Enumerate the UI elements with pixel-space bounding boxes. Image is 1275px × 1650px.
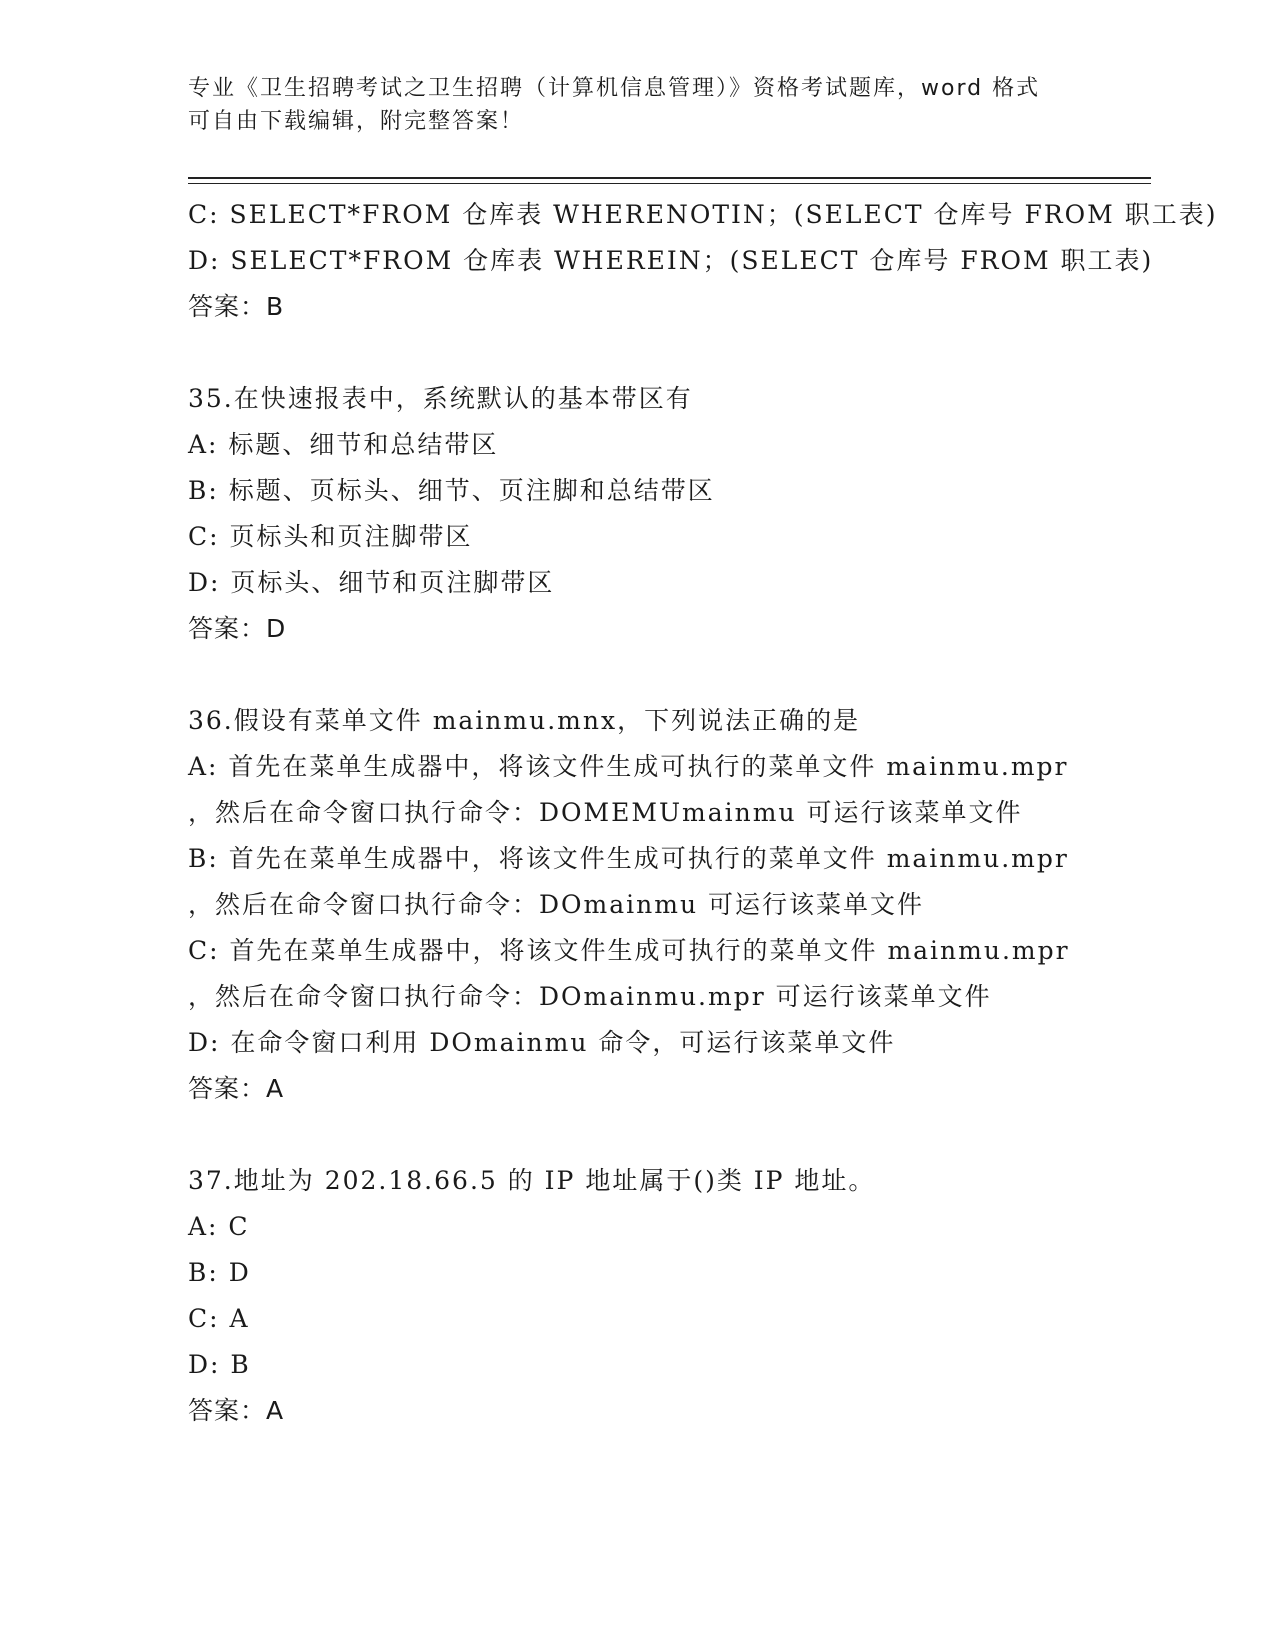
header-line-1: 专业《卫生招聘考试之卫生招聘（计算机信息管理）》资格考试题库，word 格式 <box>188 76 1041 101</box>
answer-line: 答案：D <box>188 614 287 643</box>
question-block-35 <box>188 376 1148 652</box>
question-block-37 <box>188 1158 1148 1434</box>
question-block-prev <box>188 192 1218 330</box>
option-a-line-1: A: 首先在菜单生成器中，将该文件生成可执行的菜单文件 mainmu.mpr <box>188 752 1069 781</box>
option-a: A: 标题、细节和总结带区 <box>188 430 499 459</box>
header-divider-thick <box>188 177 1151 179</box>
answer-line: 答案：A <box>188 1396 285 1425</box>
option-c: C: 页标头和页注脚带区 <box>188 522 473 551</box>
option-b: B: 标题、页标头、细节、页注脚和总结带区 <box>188 476 715 505</box>
option-c: C: A <box>188 1304 250 1333</box>
option-a: A: C <box>188 1212 250 1241</box>
question-list <box>188 192 1218 1434</box>
question-stem: 35.在快速报表中，系统默认的基本带区有 <box>188 384 693 413</box>
spacer <box>188 652 1148 698</box>
question-stem: 37.地址为 202.18.66.5 的 IP 地址属于()类 IP 地址。 <box>188 1166 876 1195</box>
option-d: D: SELECT*FROM 仓库表 WHEREIN；(SELECT 仓库号 FROM 职工表) <box>188 246 1154 275</box>
header-line-2: 可自由下载编辑，附完整答案！ <box>188 109 525 134</box>
option-c-line-2: ，然后在命令窗口执行命令：DOmainmu.mpr 可运行该菜单文件 <box>188 982 992 1011</box>
spacer <box>188 330 1148 376</box>
question-block-36 <box>188 698 1148 1112</box>
document-header <box>188 72 1088 138</box>
header-divider-thin <box>188 183 1151 184</box>
option-b: B: D <box>188 1258 251 1287</box>
option-c: C: SELECT*FROM 仓库表 WHERENOTIN；(SELECT 仓库号 FROM 职工表) <box>188 200 1218 229</box>
option-a-line-2: ，然后在命令窗口执行命令：DOMEMUmainmu 可运行该菜单文件 <box>188 798 1023 827</box>
spacer <box>188 1112 1148 1158</box>
option-b-line-1: B: 首先在菜单生成器中，将该文件生成可执行的菜单文件 mainmu.mpr <box>188 844 1069 873</box>
option-d: D: B <box>188 1350 251 1379</box>
option-d: D: 页标头、细节和页注脚带区 <box>188 568 555 597</box>
option-d: D: 在命令窗口利用 DOmainmu 命令，可运行该菜单文件 <box>188 1028 896 1057</box>
option-c-line-1: C: 首先在菜单生成器中，将该文件生成可执行的菜单文件 mainmu.mpr <box>188 936 1070 965</box>
option-b-line-2: ，然后在命令窗口执行命令：DOmainmu 可运行该菜单文件 <box>188 890 925 919</box>
answer-line: 答案：B <box>188 292 285 321</box>
answer-line: 答案：A <box>188 1074 285 1103</box>
question-stem: 36.假设有菜单文件 mainmu.mnx，下列说法正确的是 <box>188 706 861 735</box>
